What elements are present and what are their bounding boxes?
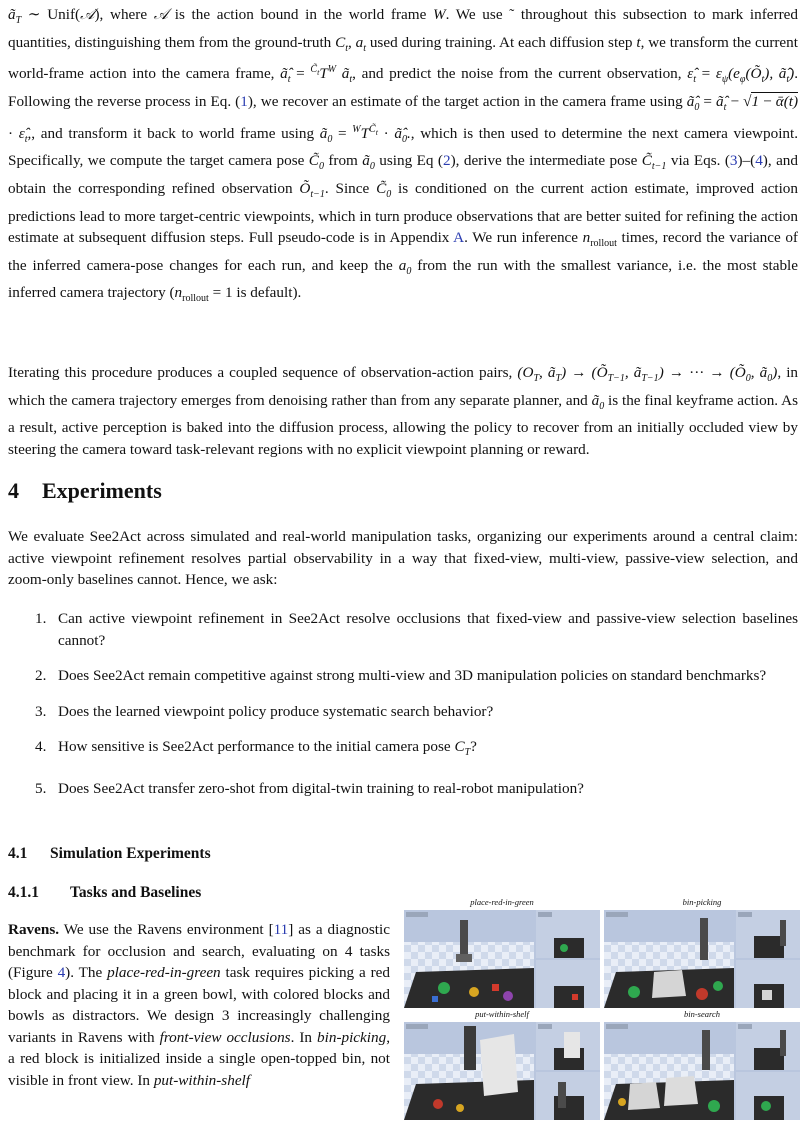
section-heading: 4 Experiments	[8, 478, 162, 503]
paragraph-inference: $ã_T$ ∼ Unif(𝒜), where 𝒜 is the action bound in the world frame W. We use ˜ throughout this subsection to mark inferred quantities, distinguishing them from the ground-truth $C_t$, $a_t$ used during training. At each diffusion step t, we transform the current world-frame action into the camera frame, $ã̂_t = ^{C̃_t}T^W$ $ã_t$, and predict the noise from the current observation, $\varepsilon̂_t$ = $\varepsilon_\psi(e_\varphi(Õ_t)$, $ã̂_t$). Following the reverse process in Eq. (1), we recover an estimate of the target action in the camera frame using $ã̂_0$ = $ã̂_t - √1$ − ᾱ(t) · $\varepsilon̂_t$,, and transform it back to world frame using $ã_0 = ^WT^{C̃_t}$ · $ã̂_0$., which is then used to determine the next camera viewpoint. Specifically, we compute the target camera pose $C̃_0$ from $ã_0$ using Eq (2), derive the intermediate pose $C̃_{t-1}$ via Eqs. (3)–(4), and obtain the corresponding refined observation $Õ_{t-1}$. Since $C̃_0$ is conditioned on the current action estimate, improved action predictions lead to more target-centric viewpoints, which in turn produce observations that are better suited for refining the action estimate at subsequent diffusion steps. Full pseudo-code is in Appendix A. We run inference $n_{rollout}$ times, record the variance of the inferred camera-pose changes for each run, and keep the $a_0$ from the run with the smallest variance, i.e. the most stable inferred camera trajectory ($n_{rollout} = 1$ is default).	[8, 6, 799, 305]
scene-place-red-in-green	[404, 910, 600, 1008]
scene-bin-picking	[604, 910, 800, 1008]
question-item: 2. Does See2Act remain competitive against strong multi-view and 3D manipulation policies on standard benchmarks?	[35, 667, 767, 685]
figure-ref-4[interactable]: 4	[57, 964, 66, 981]
eq-ref-4[interactable]: 4	[755, 152, 763, 170]
paragraph-ravens: Ravens. We use the Ravens environment [11] as a diagnostic benchmark for occlusion and search, evaluating on 4 tasks (Figure 4). The place-red-in-green task requires picking a red block and placing it in a green bowl, with colored blocks and bowls as distractors. We design 3 increasingly challenging variants in Ravens with front-view occlusions. In bin-picking, a red block is initialized inside a single open-topped bin, not visible in front view. In put-within-shelf	[8, 921, 390, 1089]
figure-panel: place-red-in-green	[404, 910, 600, 1008]
math-world: $ã_0 = ^WT^{C̃_t}$ · $ã̂_0$.	[319, 123, 411, 145]
paragraph-coupled-sequence: Iterating this procedure produces a coupled sequence of observation-action pairs, ($O_T$, $ã_T$) → ($Õ_{T-1}$, $ã_{T-1}$) → ··· → ($Õ_0$, $ã_0$), in which the camera trajectory emerges from denoising rather than from any separate planner, and $ã_0$ is the final keyframe action. As a result, active perception is baked into the diffusion process, allowing the policy to recover from an initially occluded view by steering the camera toward task-relevant regions with no explicit viewpoint planning or reward.	[8, 364, 799, 458]
scene-bin-search	[604, 1022, 800, 1120]
subsection-heading: 4.1 Simulation Experiments	[8, 845, 211, 862]
scene-put-within-shelf	[404, 1022, 600, 1120]
question-item: 4. How sensitive is See2Act performance to the initial camera pose $C_T$?	[35, 738, 477, 759]
research-questions	[8, 608, 798, 814]
math-sequence: ($O_T$, $ã_T$) → ($Õ_{T-1}$, $ã_{T-1}$) → ··· → ($Õ_0$, $ã_0$)	[517, 364, 778, 385]
citation-11[interactable]: 11	[273, 921, 289, 938]
subsubsection-heading: 4.1.1 Tasks and Baselines	[8, 884, 202, 901]
question-item: 3. Does the learned viewpoint policy produce systematic search behavior?	[35, 702, 494, 720]
question-item: 1. Can active viewpoint refinement in See2Act resolve occlusions that fixed-view and passive-view selection baselines cannot?	[35, 610, 798, 649]
figure-panel: put-within-shelf	[404, 1022, 600, 1120]
figure-panel: bin-search	[604, 1022, 800, 1120]
question-item: 5. Does See2Act transfer zero-shot from digital-twin training to real-robot manipulation?	[35, 780, 584, 797]
math-noise: $\varepsilon̂_t$ = $\varepsilon_\psi(e_\varphi(Õ_t)$, $ã̂_t$)	[687, 65, 795, 86]
math-atilde-T: $ã_T$	[8, 6, 22, 27]
paragraph-intro: We evaluate See2Act across simulated and real-world manipulation tasks, organizing our experiments around a central claim: active viewpoint refinement resolves partial observability in a way that fixed-view, multi-view, passive-view selection, and zoom-only baselines cannot. Hence, we ask:	[8, 528, 798, 589]
eq-ref-2[interactable]: 2	[442, 152, 451, 170]
ravens-tasks-figure	[404, 895, 800, 1121]
eq-ref-3[interactable]: 3	[729, 152, 738, 170]
eq-ref-1[interactable]: 1	[240, 92, 248, 110]
math-estimate: $ã̂_0$ = $ã̂_t - √1$ − ᾱ(t) · $\varepsilon̂_t$,	[8, 92, 799, 145]
appendix-ref[interactable]: A	[453, 229, 465, 247]
math-camera-action: $ã̂_t = ^{C̃_t}T^W$ $ã_t$	[280, 64, 353, 86]
figure-panel: bin-picking	[604, 910, 800, 1008]
